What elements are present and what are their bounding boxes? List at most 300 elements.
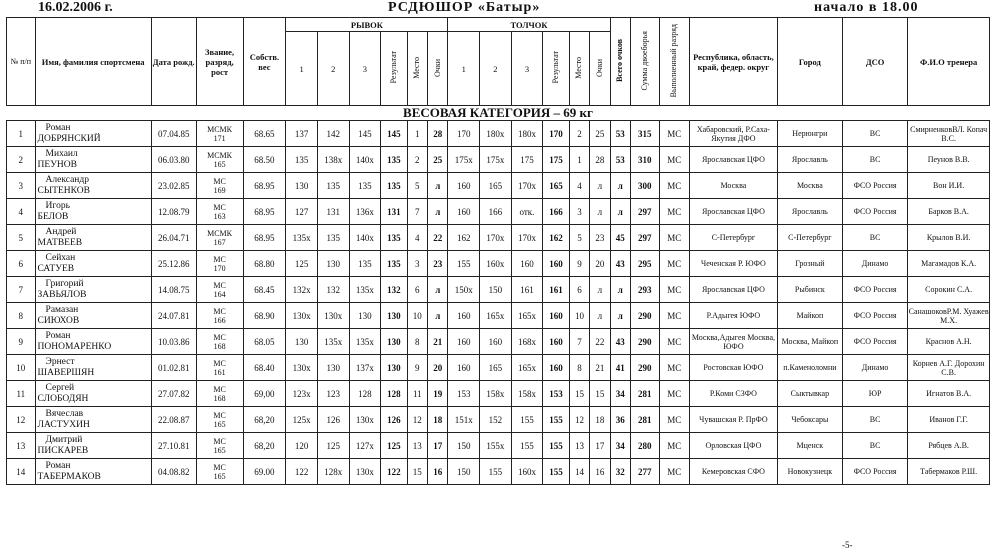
cell-s3: 130х (349, 407, 381, 433)
cell-dso: ФСО Россия (843, 199, 908, 225)
athlete-row (7, 381, 990, 407)
cell-region: Р.Коми СЗФО (690, 381, 778, 407)
col-dso: ДСО (843, 18, 908, 106)
cell-cres: 166 (543, 199, 570, 225)
cell-total: 53 (610, 147, 630, 173)
cell-city: Грозный (777, 251, 842, 277)
cell-spts: 25 (428, 147, 448, 173)
competition-date: 16.02.2006 г. (38, 0, 113, 15)
athlete-last-name: ПИСКАРЕВ (37, 445, 89, 456)
cell-cplace: 12 (569, 407, 589, 433)
cell-c1: 160 (448, 199, 480, 225)
cell-total: л (610, 303, 630, 329)
col-c-points-label: Очки (594, 58, 604, 77)
athlete-rank (196, 277, 243, 303)
cell-total: л (610, 277, 630, 303)
cell-total: 34 (610, 381, 630, 407)
cell-sum: 297 (630, 199, 659, 225)
cell-num: 6 (7, 251, 36, 277)
competition-title: РСДЮШОР «Батыр» (388, 0, 541, 15)
athlete-first-name: Роман (45, 460, 71, 471)
cell-spts: 23 (428, 251, 448, 277)
cell-cplace: 13 (569, 433, 589, 459)
cell-done: МС (659, 173, 690, 199)
cell-c3: 165х (511, 355, 543, 381)
athlete-name (35, 329, 151, 355)
cell-cpts: 17 (590, 433, 610, 459)
cell-coach: Краснов А.Н. (908, 329, 990, 355)
athlete-rank-title: МС (213, 436, 226, 446)
cell-s1: 130 (286, 173, 318, 199)
cell-spts: л (428, 303, 448, 329)
cell-dso: ФСО Россия (843, 277, 908, 303)
cell-c2: 170х (480, 225, 512, 251)
cell-sum: 300 (630, 173, 659, 199)
cell-region: Москва,Адыгея Москва, ЮФО (690, 329, 778, 355)
athlete-last-name: САТУЕВ (37, 263, 75, 274)
cell-cpts: 20 (590, 251, 610, 277)
cell-sres: 135 (381, 173, 408, 199)
cell-cpts: 16 (590, 459, 610, 485)
athlete-rank (196, 329, 243, 355)
cell-splace: 9 (407, 355, 427, 381)
cell-coach: Игнатов В.А. (908, 381, 990, 407)
cell-c1: 151х (448, 407, 480, 433)
col-s-result-label: Результат (388, 51, 398, 84)
cell-cpts: 23 (590, 225, 610, 251)
cell-s1: 135 (286, 147, 318, 173)
cell-weight: 68.05 (243, 329, 286, 355)
athlete-height: 169 (213, 185, 226, 195)
cell-city: Майкоп (777, 303, 842, 329)
cell-city: Рыбинск (777, 277, 842, 303)
cell-done: МС (659, 199, 690, 225)
cell-num: 10 (7, 355, 36, 381)
cell-spts: 18 (428, 407, 448, 433)
cell-total: л (610, 173, 630, 199)
cell-spts: 20 (428, 355, 448, 381)
cell-coach: Табермаков Р.Ш. (908, 459, 990, 485)
cell-c1: 175х (448, 147, 480, 173)
cell-cres: 160 (543, 329, 570, 355)
cell-sres: 131 (381, 199, 408, 225)
cell-c3: 161 (511, 277, 543, 303)
cell-dso: ВС (843, 433, 908, 459)
cell-c3: 170х (511, 225, 543, 251)
cell-splace: 4 (407, 225, 427, 251)
cell-num: 7 (7, 277, 36, 303)
athlete-last-name: ШАВЕРШЯН (37, 367, 95, 378)
col-weight: Собств. вес (243, 18, 286, 106)
cell-region: Ярославская ЦФО (690, 277, 778, 303)
cell-s2: 135 (317, 225, 349, 251)
athlete-name (35, 251, 151, 277)
col-c-points (590, 32, 610, 106)
cell-cres: 160 (543, 303, 570, 329)
cell-city: Ярославль (777, 199, 842, 225)
athlete-first-name: Роман (45, 122, 71, 133)
cell-dso: ВС (843, 407, 908, 433)
cell-weight: 68.65 (243, 121, 286, 147)
cell-spts: л (428, 199, 448, 225)
col-name: Имя, фамилия спортсмена (35, 18, 151, 106)
cell-done: МС (659, 277, 690, 303)
cell-dob: 25.12.86 (151, 251, 196, 277)
athlete-name (35, 381, 151, 407)
cell-cres: 175 (543, 147, 570, 173)
cell-s3: 140х (349, 225, 381, 251)
athlete-height: 165 (213, 445, 226, 455)
athlete-rank-title: МСМК (207, 124, 233, 134)
athlete-height: 168 (213, 341, 226, 351)
athlete-rank-title: МС (213, 254, 226, 264)
cell-city: Ярославль (777, 147, 842, 173)
col-sum (630, 18, 659, 106)
cell-s2: 128х (317, 459, 349, 485)
cell-spts: 16 (428, 459, 448, 485)
athlete-rank-title: МС (213, 384, 226, 394)
col-sum-label: Сумма двоеборья (639, 30, 649, 91)
col-s-result (381, 32, 408, 106)
col-s3: 3 (349, 32, 381, 106)
cell-s2: 130 (317, 355, 349, 381)
cell-weight: 68.80 (243, 251, 286, 277)
athlete-first-name: Сергей (45, 382, 75, 393)
cell-s3: 135 (349, 251, 381, 277)
col-total-points-label: Всего очков (615, 39, 625, 82)
cell-region: Ярославская ЦФО (690, 147, 778, 173)
cell-num: 9 (7, 329, 36, 355)
athlete-first-name: Эрнест (45, 356, 75, 367)
cell-c1: 150 (448, 433, 480, 459)
athlete-row (7, 303, 990, 329)
cell-cres: 160 (543, 251, 570, 277)
cell-dob: 27.07.82 (151, 381, 196, 407)
athlete-rank (196, 381, 243, 407)
cell-coach: Сорокин С.А. (908, 277, 990, 303)
athlete-name (35, 147, 151, 173)
cell-done: МС (659, 381, 690, 407)
cell-sres: 122 (381, 459, 408, 485)
cell-done: МС (659, 225, 690, 251)
cell-num: 1 (7, 121, 36, 147)
athlete-last-name: ДОБРЯНСКИЙ (37, 133, 101, 144)
cell-done: МС (659, 407, 690, 433)
cell-coach: СмирненковВЛ. Копач В.С. (908, 121, 990, 147)
cell-total: 43 (610, 329, 630, 355)
cell-dso: ФСО Россия (843, 329, 908, 355)
cell-spts: 22 (428, 225, 448, 251)
cell-dob: 04.08.82 (151, 459, 196, 485)
cell-c1: 160 (448, 329, 480, 355)
athlete-rank-title: МСМК (207, 150, 233, 160)
cell-weight: 68.90 (243, 303, 286, 329)
cell-region: Р.Адыгея ЮФО (690, 303, 778, 329)
cell-cres: 155 (543, 407, 570, 433)
cell-c3: 158х (511, 381, 543, 407)
athlete-last-name: СЫТЕНКОВ (37, 185, 90, 196)
cell-sum: 290 (630, 355, 659, 381)
athlete-height: 161 (213, 367, 226, 377)
athlete-name (35, 199, 151, 225)
cell-city: Мценск (777, 433, 842, 459)
cell-s1: 130х (286, 303, 318, 329)
cell-splace: 7 (407, 199, 427, 225)
start-time: начало в 18.00 (814, 0, 919, 15)
athlete-height: 165 (213, 471, 226, 481)
athlete-rank-title: МС (213, 358, 226, 368)
cell-sres: 135 (381, 147, 408, 173)
cell-coach: Иванов Г.Г. (908, 407, 990, 433)
cell-coach: Пеунов В.В. (908, 147, 990, 173)
cell-cres: 153 (543, 381, 570, 407)
athlete-height: 165 (213, 159, 226, 169)
cell-cplace: 9 (569, 251, 589, 277)
col-c3: 3 (511, 32, 543, 106)
athlete-height: 166 (213, 315, 226, 325)
col-s-place (407, 32, 427, 106)
cell-c1: 153 (448, 381, 480, 407)
cell-c2: 160 (480, 329, 512, 355)
cell-cplace: 14 (569, 459, 589, 485)
cell-city: Нерюнгри (777, 121, 842, 147)
cell-s3: 127х (349, 433, 381, 459)
athlete-name (35, 407, 151, 433)
athlete-height: 170 (213, 263, 226, 273)
athlete-name (35, 121, 151, 147)
cell-city: Москва, Майкоп (777, 329, 842, 355)
cell-c2: 180х (480, 121, 512, 147)
cell-s1: 132х (286, 277, 318, 303)
col-c2: 2 (480, 32, 512, 106)
cell-c2: 165 (480, 173, 512, 199)
cell-c3: 165х (511, 303, 543, 329)
cell-cpts: 25 (590, 121, 610, 147)
athlete-row (7, 407, 990, 433)
cell-s1: 137 (286, 121, 318, 147)
cell-dso: ЮР (843, 381, 908, 407)
col-c-result-label: Результат (551, 51, 560, 84)
cell-s1: 125х (286, 407, 318, 433)
cell-dob: 23.02.85 (151, 173, 196, 199)
athlete-first-name: Григорий (45, 278, 84, 289)
cell-spts: 28 (428, 121, 448, 147)
col-s2: 2 (317, 32, 349, 106)
cell-splace: 3 (407, 251, 427, 277)
athlete-name (35, 173, 151, 199)
athlete-row (7, 433, 990, 459)
cell-dso: ВС (843, 225, 908, 251)
cell-sum: 295 (630, 251, 659, 277)
cell-c1: 160 (448, 355, 480, 381)
athlete-height: 163 (213, 211, 226, 221)
cell-city: п.Каменоломни (777, 355, 842, 381)
cell-done: МС (659, 303, 690, 329)
cell-splace: 10 (407, 303, 427, 329)
athlete-rank (196, 121, 243, 147)
athlete-rank-title: МС (213, 202, 226, 212)
athlete-row (7, 199, 990, 225)
cell-done: МС (659, 459, 690, 485)
cell-cplace: 2 (569, 121, 589, 147)
cell-weight: 68.45 (243, 277, 286, 303)
cell-dob: 14.08.75 (151, 277, 196, 303)
cell-region: Чувашская Р. ПрФО (690, 407, 778, 433)
cell-region: Хабаровский, Р.Саха-Якутия ДФО (690, 121, 778, 147)
cell-weight: 68.95 (243, 199, 286, 225)
cell-splace: 15 (407, 459, 427, 485)
cell-spts: 17 (428, 433, 448, 459)
athlete-last-name: МАТВЕЕВ (37, 237, 83, 248)
cell-s1: 130х (286, 355, 318, 381)
cell-cplace: 5 (569, 225, 589, 251)
cell-sres: 132 (381, 277, 408, 303)
cell-s3: 140х (349, 147, 381, 173)
cell-s3: 135 (349, 173, 381, 199)
cell-c2: 152 (480, 407, 512, 433)
cell-splace: 2 (407, 147, 427, 173)
athlete-first-name: Александр (45, 174, 89, 185)
cell-num: 3 (7, 173, 36, 199)
cell-cres: 155 (543, 459, 570, 485)
athlete-last-name: ЛАСТУХИН (37, 419, 90, 430)
cell-spts: 19 (428, 381, 448, 407)
athlete-first-name: Дмитрий (45, 434, 83, 445)
cell-done: МС (659, 329, 690, 355)
cell-region: С-Петербург (690, 225, 778, 251)
cell-sum: 293 (630, 277, 659, 303)
cell-cpts: л (590, 303, 610, 329)
cell-c2: 165х (480, 303, 512, 329)
cell-cres: 160 (543, 355, 570, 381)
cell-s3: 135х (349, 329, 381, 355)
cell-cplace: 1 (569, 147, 589, 173)
cell-c2: 155 (480, 459, 512, 485)
cell-dob: 06.03.80 (151, 147, 196, 173)
cell-s3: 137х (349, 355, 381, 381)
athlete-row (7, 355, 990, 381)
cell-cres: 162 (543, 225, 570, 251)
cell-dob: 26.04.71 (151, 225, 196, 251)
athlete-rank (196, 433, 243, 459)
cell-c2: 166 (480, 199, 512, 225)
cell-weight: 68.50 (243, 147, 286, 173)
cell-c1: 150 (448, 459, 480, 485)
cell-coach: Вон И.И. (908, 173, 990, 199)
cell-spts: 21 (428, 329, 448, 355)
cell-done: МС (659, 147, 690, 173)
cell-splace: 12 (407, 407, 427, 433)
athlete-last-name: ЗАВЬЯЛОВ (37, 289, 87, 300)
cell-cpts: л (590, 277, 610, 303)
athlete-name (35, 303, 151, 329)
athlete-first-name: Сейхан (45, 252, 76, 263)
cell-coach: Корнев А.Г. Дорохин С.В. (908, 355, 990, 381)
cell-splace: 13 (407, 433, 427, 459)
athlete-first-name: Михаил (45, 148, 78, 159)
cell-cplace: 10 (569, 303, 589, 329)
athlete-row (7, 459, 990, 485)
cell-s3: 130 (349, 303, 381, 329)
cell-sres: 125 (381, 433, 408, 459)
col-s-points (428, 32, 448, 106)
cell-region: Кемеровская СФО (690, 459, 778, 485)
cell-c3: 160 (511, 251, 543, 277)
cell-s2: 142 (317, 121, 349, 147)
col-num: № п/п (7, 18, 36, 106)
athlete-row (7, 225, 990, 251)
cell-dso: Динамо (843, 251, 908, 277)
cell-c2: 160х (480, 251, 512, 277)
athlete-rank-title: МС (213, 306, 226, 316)
cell-region: Ярославская ЦФО (690, 199, 778, 225)
cell-s1: 120 (286, 433, 318, 459)
cell-sres: 130 (381, 329, 408, 355)
cell-sres: 145 (381, 121, 408, 147)
cell-c3: отк. (511, 199, 543, 225)
cell-s2: 132 (317, 277, 349, 303)
athlete-row (7, 329, 990, 355)
athlete-rank-title: МС (213, 176, 226, 186)
cell-weight: 68,20 (243, 433, 286, 459)
cell-c2: 165 (480, 355, 512, 381)
col-coach: Ф.И.О тренера (908, 18, 990, 106)
athlete-first-name: Рамазан (45, 304, 79, 315)
cell-s1: 135х (286, 225, 318, 251)
cell-cplace: 6 (569, 277, 589, 303)
cell-total: 41 (610, 355, 630, 381)
cell-total: 45 (610, 225, 630, 251)
athlete-height: 164 (213, 289, 226, 299)
cell-s2: 130х (317, 303, 349, 329)
col-rank: Звание, разряд, рост (196, 18, 243, 106)
col-s-points-label: Очки (432, 58, 442, 77)
cell-sres: 130 (381, 355, 408, 381)
athlete-rank (196, 355, 243, 381)
cell-cplace: 7 (569, 329, 589, 355)
athlete-last-name: ПОНОМАРЕНКО (37, 341, 112, 352)
cell-sres: 126 (381, 407, 408, 433)
cell-s2: 130 (317, 251, 349, 277)
cell-total: 36 (610, 407, 630, 433)
athlete-rank-title: МСМК (207, 228, 233, 238)
cell-sum: 310 (630, 147, 659, 173)
cell-s1: 130 (286, 329, 318, 355)
athlete-first-name: Андрей (45, 226, 77, 237)
cell-cpts: 28 (590, 147, 610, 173)
cell-num: 4 (7, 199, 36, 225)
cell-city: Москва (777, 173, 842, 199)
cell-city: С-Петербург (777, 225, 842, 251)
cell-region: Чеченская Р. ЮФО (690, 251, 778, 277)
cell-dso: ВС (843, 147, 908, 173)
col-total-points (610, 18, 630, 106)
col-snatch: РЫВОК (286, 18, 448, 32)
cell-dob: 27.10.81 (151, 433, 196, 459)
cell-s1: 123х (286, 381, 318, 407)
cell-dso: ФСО Россия (843, 459, 908, 485)
cell-cres: 170 (543, 121, 570, 147)
cell-sum: 281 (630, 407, 659, 433)
cell-weight: 69,00 (243, 381, 286, 407)
col-city: Город (777, 18, 842, 106)
cell-s2: 126 (317, 407, 349, 433)
athlete-first-name: Вячеслав (45, 408, 84, 419)
cell-total: 32 (610, 459, 630, 485)
athlete-first-name: Роман (45, 330, 71, 341)
col-s-place-label: Место (412, 56, 422, 79)
cell-splace: 1 (407, 121, 427, 147)
